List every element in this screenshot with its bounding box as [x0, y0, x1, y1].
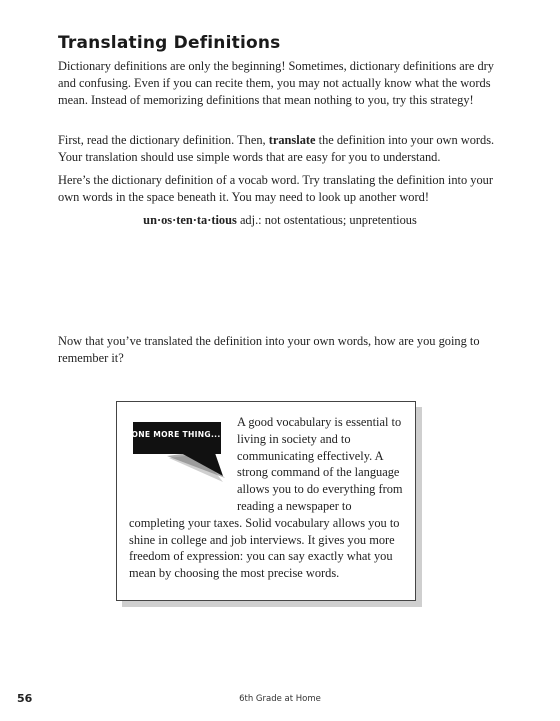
vocab-definition [0, 213, 560, 228]
remember-paragraph: Now that you’ve translated the definition into your own words, how are you going to remember it? [58, 334, 480, 365]
intro-paragraph: Dictionary definitions are only the beginning! Sometimes, dictionary definitions are dry and confusing. Even if you can recite them, you may not actually know what the words mean. Instead of memorizing definitions that mean nothing to you, try this strategy! [58, 59, 494, 107]
book-title: 6th Grade at Home [239, 694, 321, 704]
strategy-text-start: First, read the dictionary definition. Then, [58, 133, 269, 147]
vocab-word: un·os·ten·ta·tious [143, 213, 237, 227]
callout-text [129, 414, 405, 582]
strategy-text-end: the definition into your own words. Your translation should use simple words that are easy for you to understand. [58, 133, 495, 164]
vocab-definition-text: adj.: not ostentatious; unpretentious [239, 213, 417, 227]
callout-body: A good vocabulary is essential to living in society and to communicating effectively. A strong command of the language allows you to do everything from reading a newspaper to completing your taxes. Solid vocabulary allows you to shine in college and job interviews. It gives you more freedom of expression: you can say exactly what you mean by choosing the most precise words. [129, 415, 403, 581]
strategy-paragraph [58, 132, 508, 166]
one-more-thing-callout [116, 401, 416, 601]
instruction-paragraph: Here’s the dictionary definition of a vocab word. Try translating the definition into your own words in the space beneath it. You may need to look up another word! [58, 173, 493, 204]
page-number: 56 [17, 692, 33, 705]
page-title: Translating Definitions [58, 33, 281, 53]
strategy-keyword: translate [268, 133, 316, 147]
callout-label: ONE MORE THING... [131, 430, 221, 439]
